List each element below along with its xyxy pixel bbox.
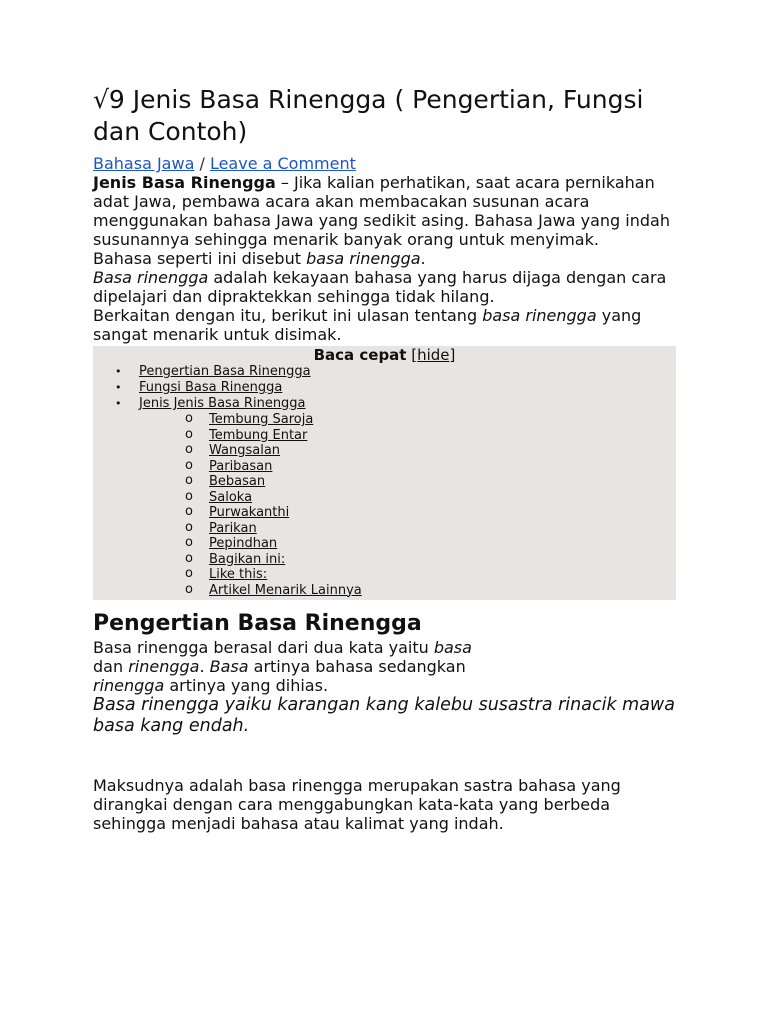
toc-link-tembung-entar[interactable]: Tembung Entar (209, 427, 308, 443)
article (93, 84, 683, 833)
definition-term-1: basa (433, 638, 472, 657)
definition-term-4: rinengga (93, 676, 165, 695)
toc-link-pepindhan[interactable]: Pepindhan (209, 536, 278, 551)
toc-title: Baca cepat (313, 346, 407, 364)
toc-list (93, 364, 676, 598)
toc-subitem (93, 459, 676, 475)
toc-subitem (93, 443, 676, 459)
toc-bracket-close: ] (449, 346, 456, 364)
toc-link-tembung-saroja[interactable]: Tembung Saroja (209, 412, 314, 427)
toc-subitem (93, 474, 676, 490)
toc-link-like-this[interactable]: Like this: (209, 567, 268, 582)
spacer (93, 737, 683, 776)
toc-subitem (93, 490, 676, 506)
definition-term-2: rinengga (128, 657, 200, 676)
toc-link-wangsalan[interactable]: Wangsalan (209, 443, 281, 458)
post-meta (93, 154, 683, 173)
toc-subitem (93, 521, 676, 537)
toc-subitem (93, 428, 676, 444)
toc-subitem (93, 536, 676, 552)
intro-paragraph (93, 173, 683, 249)
table-of-contents (93, 346, 676, 600)
paragraph-2 (93, 249, 683, 268)
toc-link-purwakanthi[interactable]: Purwakanthi (209, 505, 290, 520)
explanation-paragraph: Maksudnya adalah basa rinengga merupakan sastra bahasa yang dirangkai dengan cara menggabungkan kata-kata yang berbeda sehingga menjadi bahasa atau kalimat yang indah. (93, 776, 621, 833)
toc-header (93, 347, 676, 364)
paragraph-2-emphasis: basa rinengga (306, 249, 421, 268)
page-title: √9 Jenis Basa Rinengga ( Pengertian, Fungsi dan Contoh) (93, 85, 644, 146)
toc-link-pengertian[interactable]: Pengertian Basa Rinengga (139, 364, 311, 379)
toc-subitem (93, 567, 676, 583)
definition-text-3: . (199, 657, 210, 676)
toc-item (93, 364, 676, 380)
toc-link-bagikan[interactable]: Bagikan ini: (209, 551, 286, 567)
paragraph-3 (93, 268, 683, 306)
toc-link-saloka[interactable]: Saloka (209, 489, 253, 505)
toc-link-parikan[interactable]: Parikan (209, 520, 257, 536)
toc-link-fungsi[interactable]: Fungsi Basa Rinengga (139, 380, 283, 395)
paragraph-2-text: Bahasa seperti ini disebut (93, 249, 307, 268)
paragraph-3-emphasis: Basa rinengga (93, 268, 209, 287)
paragraph-4 (93, 306, 683, 344)
paragraph-4-end: yang sangat menarik untuk disimak. (93, 306, 642, 344)
category-link[interactable]: Bahasa Jawa (93, 154, 195, 173)
toc-subitem (93, 505, 676, 521)
toc-link-bebasan[interactable]: Bebasan (209, 474, 266, 489)
intro-text: – Jika kalian perhatikan, saat acara pernikahan adat Jawa, pembawa acara akan membacakan susunan acara menggunakan bahasa Jawa yang sedikit asing. Bahasa Jawa yang indah susunannya sehingga menarik banyak orang untuk menyimak. (93, 173, 670, 249)
section-heading: Pengertian Basa Rinengga (93, 611, 422, 636)
definition-text-5: artinya yang dihias. (164, 676, 329, 695)
toc-item (93, 380, 676, 396)
javanese-quote: Basa rinengga yaiku karangan kang kalebu susastra rinacik mawa basa kang endah. (93, 695, 675, 736)
toc-link-jenis[interactable]: Jenis Jenis Basa Rinengga (139, 396, 306, 411)
toc-subitem (93, 583, 676, 599)
leave-comment-link[interactable]: Leave a Comment (209, 154, 356, 173)
toc-subitem (93, 412, 676, 428)
toc-link-paribasan[interactable]: Paribasan (209, 458, 273, 474)
definition-term-3: Basa (209, 657, 249, 676)
definition-paragraph (93, 638, 503, 695)
definition-text-4: artinya bahasa sedangkan (248, 657, 466, 676)
definition-text-2: dan (93, 657, 129, 676)
toc-bracket-open: [ (406, 346, 418, 364)
toc-hide-link[interactable]: hide (417, 346, 450, 364)
paragraph-3-text: adalah kekayaan bahasa yang harus dijaga dengan cara dipelajari dan dipraktekkan sehingga tidak hilang. (93, 268, 667, 306)
paragraph-4-text: Berkaitan dengan itu, berikut ini ulasan tentang (93, 306, 483, 325)
meta-separator: / (194, 154, 210, 173)
toc-item (93, 396, 676, 412)
toc-link-artikel-lainnya[interactable]: Artikel Menarik Lainnya (209, 582, 362, 598)
toc-subitem (93, 552, 676, 568)
definition-text-1: Basa rinengga berasal dari dua kata yaitu (93, 638, 434, 657)
paragraph-2-end: . (420, 249, 426, 268)
paragraph-4-emphasis: basa rinengga (482, 306, 597, 325)
intro-lead: Jenis Basa Rinengga (93, 173, 276, 192)
